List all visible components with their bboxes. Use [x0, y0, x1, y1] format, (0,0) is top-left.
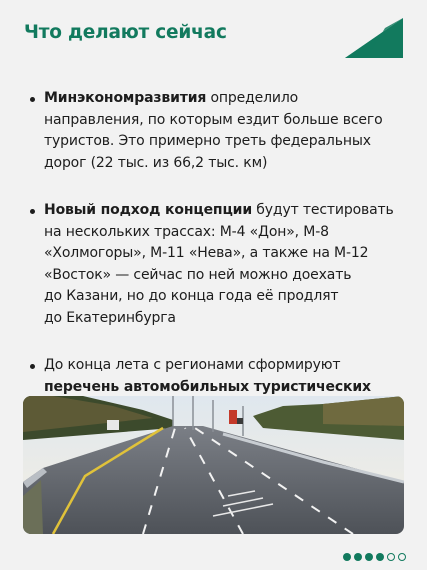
text: дорог (22 тыс. из 66,2 тыс. км)	[44, 154, 268, 171]
bullet-line	[44, 243, 408, 265]
page-title: Что делают сейчас	[24, 22, 227, 43]
bold-text: перечень автомобильных туристических	[44, 378, 371, 395]
page-dot-filled	[376, 553, 384, 561]
page-dot-filled	[343, 553, 351, 561]
bold-text: Новый подход концепции	[44, 202, 252, 218]
bullet-line	[44, 355, 408, 377]
bullet-line	[44, 110, 408, 132]
page-dot-filled	[365, 553, 373, 561]
bullet-line	[44, 88, 408, 110]
bold-text: Минэкономразвития	[44, 90, 207, 106]
text: до Казани, но до конца года её продлят	[44, 288, 339, 304]
bullet-line	[44, 308, 408, 330]
bullet-line	[44, 286, 408, 308]
pagination-dots	[343, 553, 406, 563]
bullet-line	[44, 222, 408, 244]
text: будут тестировать	[252, 202, 394, 218]
bullet-line	[44, 153, 408, 175]
text: до Екатеринбурга	[44, 309, 176, 326]
page-dot-empty	[387, 553, 395, 561]
page-dot-filled	[354, 553, 362, 561]
bullet-line	[44, 200, 408, 222]
text: на нескольких трассах: М-4 «Дон», М-8	[44, 223, 329, 240]
text: направления, по которым ездит больше всего	[44, 111, 383, 128]
text: «Восток» — сейчас по ней можно доехать	[44, 266, 352, 283]
text: туристов. Это примерно треть федеральных	[44, 133, 371, 149]
bullet-list	[28, 88, 408, 446]
bullet-line	[44, 377, 408, 399]
text: определило	[206, 90, 299, 106]
highway-photo	[23, 396, 404, 534]
text: «Холмогоры», М-11 «Нева», а также на М-12	[44, 245, 369, 261]
bullet-item	[28, 88, 408, 174]
page-dot-empty	[398, 553, 406, 561]
text: До конца лета с регионами сформируют	[44, 357, 341, 373]
bullet-item	[28, 200, 408, 329]
bullet-line	[44, 265, 408, 287]
brand-logo-icon	[345, 18, 403, 58]
bullet-line	[44, 131, 408, 153]
